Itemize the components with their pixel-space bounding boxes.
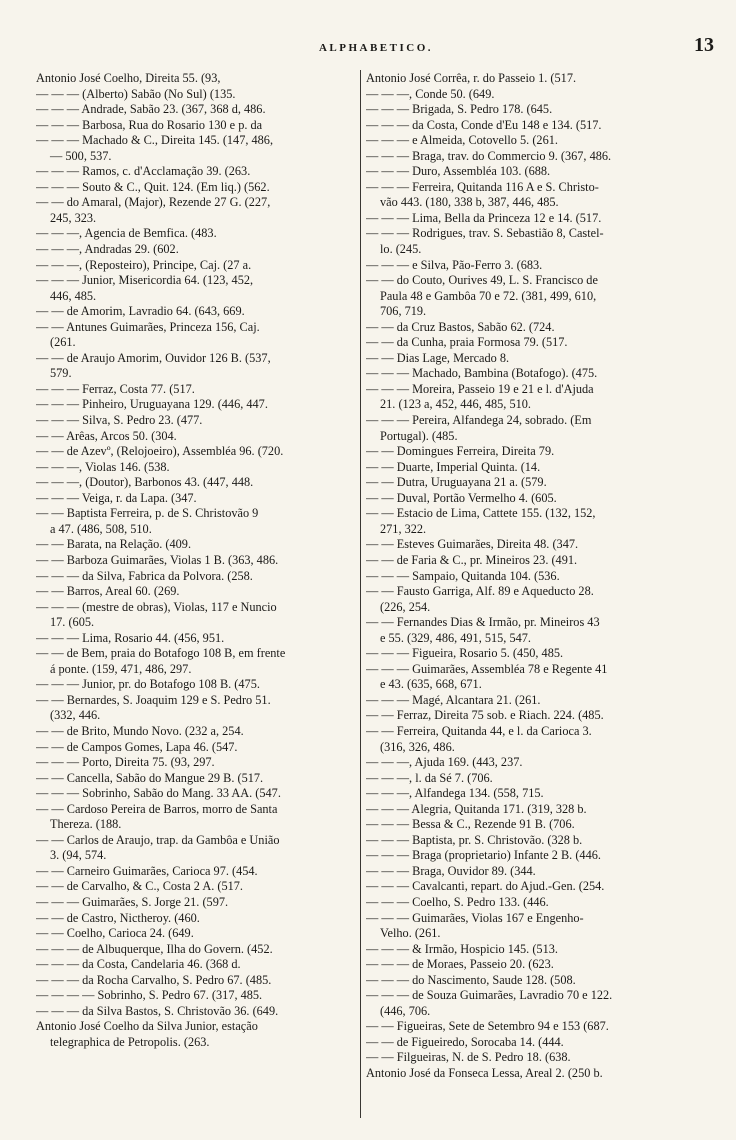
directory-entry-line: — — de Castro, Nictheroy. (460. bbox=[36, 910, 200, 925]
directory-entry-line: — — de Brito, Mundo Novo. (232 a, 254. bbox=[36, 723, 244, 738]
directory-entry-line: telegraphica de Petropolis. (263. bbox=[50, 1034, 210, 1049]
directory-entry-line: — — —, l. da Sé 7. (706. bbox=[366, 770, 493, 785]
directory-entry-line: — — de Faria & C., pr. Mineiros 23. (491. bbox=[366, 552, 578, 567]
directory-entry-line: — — — Braga (proprietario) Infante 2 B. (446. bbox=[366, 848, 601, 863]
directory-entry-line: Portugal). (485. bbox=[380, 428, 458, 443]
directory-entry-line: — — da Cunha, praia Formosa 79. (517. bbox=[366, 335, 568, 350]
directory-entry-line: — — Figueiras, Sete de Setembro 94 e 153 (687. bbox=[366, 1019, 609, 1034]
directory-entry-line: — — — Ferraz, Costa 77. (517. bbox=[36, 381, 195, 396]
directory-entry-line: — — Barata, na Relação. (409. bbox=[36, 537, 192, 552]
directory-entry-line: — — — do Nascimento, Saude 128. (508. bbox=[366, 972, 576, 987]
directory-entry-line: — — — (mestre de obras), Violas, 117 e Nuncio bbox=[36, 599, 277, 614]
page-number: 13 bbox=[694, 34, 714, 56]
directory-entry-line: — — Carlos de Araujo, trap. da Gambôa e União bbox=[36, 832, 280, 847]
directory-entry-line: — — — da Rocha Carvalho, S. Pedro 67. (485. bbox=[36, 972, 272, 987]
directory-entry-line: — — Carneiro Guimarães, Carioca 97. (454. bbox=[36, 863, 258, 878]
directory-entry-line: (316, 326, 486. bbox=[380, 739, 455, 754]
directory-entry-line: — — de Carvalho, & C., Costa 2 A. (517. bbox=[36, 879, 243, 894]
directory-entry-line: — — —, Conde 50. (649. bbox=[366, 86, 495, 101]
directory-entry-line: — — — Cavalcanti, repart. do Ajud.-Gen. (254. bbox=[366, 879, 605, 894]
directory-entry-line: 21. (123 a, 452, 446, 485, 510. bbox=[380, 397, 531, 412]
right-column bbox=[366, 71, 722, 1082]
directory-entry-line: — — Dutra, Uruguayana 21 a. (579. bbox=[366, 475, 547, 490]
directory-entry-line: — — — Machado, Bambina (Botafogo). (475. bbox=[366, 366, 598, 381]
directory-entry-line: — — de Bem, praia do Botafogo 108 B, em frente bbox=[36, 646, 286, 661]
column-divider bbox=[360, 70, 361, 1118]
directory-entry-line: — — Coelho, Carioca 24. (649. bbox=[36, 926, 194, 941]
directory-entry-line: — — Barros, Areal 60. (269. bbox=[36, 584, 180, 599]
directory-entry-line: — — — Rodrigues, trav. S. Sebastião 8, Castel- bbox=[366, 226, 604, 241]
directory-entry-line: — — — Duro, Assembléa 103. (688. bbox=[366, 164, 551, 179]
directory-entry-line: á ponte. (159, 471, 486, 297. bbox=[50, 661, 192, 676]
directory-entry-line: — — — Baptista, pr. S. Christovão. (328 b. bbox=[366, 832, 583, 847]
directory-entry-line: — — Antunes Guimarães, Princeza 156, Caj. bbox=[36, 319, 260, 334]
directory-entry-line: — — — de Albuquerque, Ilha do Govern. (452. bbox=[36, 941, 273, 956]
directory-entry-line: — — — & Irmão, Hospicio 145. (513. bbox=[366, 941, 558, 956]
directory-entry-line: — — Dias Lage, Mercado 8. bbox=[366, 350, 510, 365]
directory-entry-line: — — —, Agencia de Bemfica. (483. bbox=[36, 226, 217, 241]
directory-entry-line: — — — e Almeida, Cotovello 5. (261. bbox=[366, 133, 558, 148]
directory-entry-line: e 43. (635, 668, 671. bbox=[380, 677, 482, 692]
directory-entry-line: — — — Porto, Direita 75. (93, 297. bbox=[36, 755, 215, 770]
directory-entry-line: — — de Campos Gomes, Lapa 46. (547. bbox=[36, 739, 238, 754]
directory-entry-line: — — — Figueira, Rosario 5. (450, 485. bbox=[366, 646, 564, 661]
directory-entry-line: — — — Braga, Ouvidor 89. (344. bbox=[366, 863, 536, 878]
directory-entry-line: — — — Ferreira, Quitanda 116 A e S. Christo- bbox=[366, 179, 599, 194]
directory-entry-line: — — — e Silva, Pão-Ferro 3. (683. bbox=[366, 257, 543, 272]
directory-entry-line: 706, 719. bbox=[380, 304, 427, 319]
directory-entry-line: — — Baptista Ferreira, p. de S. Christovão 9 bbox=[36, 506, 259, 521]
directory-entry-line: — — — Magé, Alcantara 21. (261. bbox=[366, 692, 541, 707]
directory-entry-line: — — — de Souza Guimarães, Lavradio 70 e 122. bbox=[366, 988, 613, 1003]
directory-entry-line: — — Estacio de Lima, Cattete 155. (132, 152, bbox=[366, 506, 596, 521]
directory-entry-line: — — — Sobrinho, Sabão do Mang. 33 AA. (547. bbox=[36, 786, 281, 801]
directory-entry-line: Paula 48 e Gambôa 70 e 72. (381, 499, 610, bbox=[380, 288, 597, 303]
directory-entry-line: e 55. (329, 486, 491, 515, 547. bbox=[380, 630, 531, 645]
directory-entry-line: — — — da Silva, Fabrica da Polvora. (258. bbox=[36, 568, 253, 583]
directory-entry-line: — — — Junior, pr. do Botafogo 108 B. (475. bbox=[36, 677, 260, 692]
directory-entry-line: — — Cancella, Sabão do Mangue 29 B. (517. bbox=[36, 770, 264, 785]
directory-entry-line: — — — da Costa, Candelaria 46. (368 d. bbox=[36, 957, 241, 972]
directory-entry-line: — — Esteves Guimarães, Direita 48. (347. bbox=[366, 537, 579, 552]
directory-entry-line: — — —, Ajuda 169. (443, 237. bbox=[366, 755, 523, 770]
directory-entry-line: — — Cardoso Pereira de Barros, morro de Santa bbox=[36, 801, 278, 816]
directory-entry-line: — — — Sampaio, Quitanda 104. (536. bbox=[366, 568, 560, 583]
directory-entry-line: 17. (605. bbox=[50, 615, 95, 630]
directory-entry-line: — — — Lima, Bella da Princeza 12 e 14. (517. bbox=[366, 210, 602, 225]
directory-entry-line: — — — Pinheiro, Uruguayana 129. (446, 447. bbox=[36, 397, 268, 412]
directory-entry-line: — — — — Sobrinho, S. Pedro 67. (317, 485. bbox=[36, 988, 263, 1003]
directory-entry-line: — — — Silva, S. Pedro 23. (477. bbox=[36, 413, 203, 428]
directory-entry-line: — — —, Andradas 29. (602. bbox=[36, 242, 179, 257]
directory-entry-line: Velho. (261. bbox=[380, 926, 441, 941]
directory-entry-line: — — do Amaral, (Major), Rezende 27 G. (227, bbox=[36, 195, 271, 210]
directory-entry-line: — — Arêas, Arcos 50. (304. bbox=[36, 428, 177, 443]
directory-entry-line: — — — Ramos, c. d'Acclamação 39. (263. bbox=[36, 164, 251, 179]
directory-entry-line: — — de Amorim, Lavradio 64. (643, 669. bbox=[36, 304, 245, 319]
directory-entry-line: — — Fernandes Dias & Irmão, pr. Mineiros 43 bbox=[366, 615, 600, 630]
directory-entry-line: 579. bbox=[50, 366, 72, 381]
directory-entry-line: — — — Alegria, Quitanda 171. (319, 328 b. bbox=[366, 801, 587, 816]
directory-entry-line: 446, 485. bbox=[50, 288, 97, 303]
directory-entry-line: — — — Junior, Misericordia 64. (123, 452, bbox=[36, 273, 254, 288]
directory-entry-line: — — Duval, Portão Vermelho 4. (605. bbox=[366, 490, 557, 505]
directory-entry-line: — — Bernardes, S. Joaquim 129 e S. Pedro 51. bbox=[36, 692, 271, 707]
directory-entry-line: — — — Machado & C., Direita 145. (147, 486, bbox=[36, 133, 274, 148]
directory-entry-line: (332, 446. bbox=[50, 708, 101, 723]
directory-entry-line: — — — Guimarães, Assembléa 78 e Regente 41 bbox=[366, 661, 608, 676]
directory-entry-line: lo. (245. bbox=[380, 242, 422, 257]
directory-entry-line: — — — Andrade, Sabão 23. (367, 368 d, 486. bbox=[36, 102, 266, 117]
directory-entry-line: — — Filgueiras, N. de S. Pedro 18. (638. bbox=[366, 1050, 571, 1065]
directory-entry-line: Antonio José Coelho, Direita 55. (93, bbox=[36, 71, 221, 85]
directory-entry-line: — — — Coelho, S. Pedro 133. (446. bbox=[366, 894, 549, 909]
directory-entry-line: 3. (94, 574. bbox=[50, 848, 107, 863]
running-title: ALPHABETICO. bbox=[318, 42, 434, 54]
directory-entry-line: — — — da Silva Bastos, S. Christovão 36. (649. bbox=[36, 1003, 279, 1018]
directory-entry-line: — — — Brigada, S. Pedro 178. (645. bbox=[366, 102, 553, 117]
directory-entry-line: — — Duarte, Imperial Quinta. (14. bbox=[366, 459, 541, 474]
directory-entry-line: (261. bbox=[50, 335, 76, 350]
directory-entry-line: — — —, (Doutor), Barbonos 43. (447, 448. bbox=[36, 475, 254, 490]
directory-entry-line: — — — Moreira, Passeio 19 e 21 e l. d'Ajuda bbox=[366, 381, 594, 396]
directory-entry-line: — — da Cruz Bastos, Sabão 62. (724. bbox=[366, 319, 555, 334]
directory-entry-line: — — — de Moraes, Passeio 20. (623. bbox=[366, 957, 554, 972]
directory-entry-line: — — do Couto, Ourives 49, L. S. Francisco de bbox=[366, 273, 598, 288]
directory-entry-line: — — — Veiga, r. da Lapa. (347. bbox=[36, 490, 197, 505]
directory-entry-line: (446, 706. bbox=[380, 1003, 431, 1018]
directory-entry-line: — — Domingues Ferreira, Direita 79. bbox=[366, 444, 555, 459]
directory-entry-line: Antonio José Corrêa, r. do Passeio 1. (517. bbox=[366, 71, 577, 85]
left-column bbox=[36, 71, 356, 1050]
directory-entry-line: Thereza. (188. bbox=[50, 817, 122, 832]
directory-entry-line: Antonio José da Fonseca Lessa, Areal 2. (250 b. bbox=[366, 1066, 603, 1080]
directory-entry-line: — 500, 537. bbox=[50, 148, 112, 163]
directory-entry-line: — — — Bessa & C., Rezende 91 B. (706. bbox=[366, 817, 575, 832]
directory-entry-line: — — — da Costa, Conde d'Eu 148 e 134. (517. bbox=[366, 117, 602, 132]
directory-entry-line: — — —, Violas 146. (538. bbox=[36, 459, 170, 474]
directory-entry-line: — — — Barbosa, Rua do Rosario 130 e p. da bbox=[36, 117, 263, 132]
directory-entry-line: — — — Lima, Rosario 44. (456, 951. bbox=[36, 630, 225, 645]
directory-entry-line: — — de Araujo Amorim, Ouvidor 126 B. (537, bbox=[36, 350, 271, 365]
directory-entry-line: — — — (Alberto) Sabão (No Sul) (135. bbox=[36, 86, 236, 101]
page-header bbox=[36, 34, 716, 58]
directory-entry-line: — — —, Alfandega 134. (558, 715. bbox=[366, 786, 544, 801]
directory-entry-line: — — — Souto & C., Quit. 124. (Em liq.) (562. bbox=[36, 179, 270, 194]
directory-entry-line: vão 443. (180, 338 b, 387, 446, 485. bbox=[380, 195, 559, 210]
directory-entry-line: — — de Azevº, (Relojoeiro), Assembléa 96. (720. bbox=[36, 444, 284, 459]
directory-entry-line: — — Ferreira, Quitanda 44, e l. da Carioca 3. bbox=[366, 723, 592, 738]
directory-entry-line: — — — Guimarães, Violas 167 e Engenho- bbox=[366, 910, 584, 925]
directory-entry-line: — — Barboza Guimarães, Violas 1 B. (363, 486. bbox=[36, 552, 279, 567]
directory-entry-line: 245, 323. bbox=[50, 210, 97, 225]
directory-entry-line: (226, 254. bbox=[380, 599, 431, 614]
directory-entry-line: — — — Pereira, Alfandega 24, sobrado. (Em bbox=[366, 413, 592, 428]
directory-entry-line: — — Ferraz, Direita 75 sob. e Riach. 224. (485. bbox=[366, 708, 604, 723]
directory-entry-line: 271, 322. bbox=[380, 521, 427, 536]
directory-entry-line: Antonio José Coelho da Silva Junior, estação bbox=[36, 1019, 258, 1034]
directory-entry-line: — — de Figueiredo, Sorocaba 14. (444. bbox=[366, 1034, 564, 1049]
directory-entry-line: — — — Guimarães, S. Jorge 21. (597. bbox=[36, 894, 229, 909]
directory-entry-line: — — Fausto Garriga, Alf. 89 e Aqueducto 28. bbox=[366, 584, 594, 599]
directory-entry-line: — — —, (Reposteiro), Principe, Caj. (27 a. bbox=[36, 257, 252, 272]
directory-entry-line: a 47. (486, 508, 510. bbox=[50, 521, 152, 536]
directory-entry-line: — — — Braga, trav. do Commercio 9. (367, 486. bbox=[366, 148, 612, 163]
